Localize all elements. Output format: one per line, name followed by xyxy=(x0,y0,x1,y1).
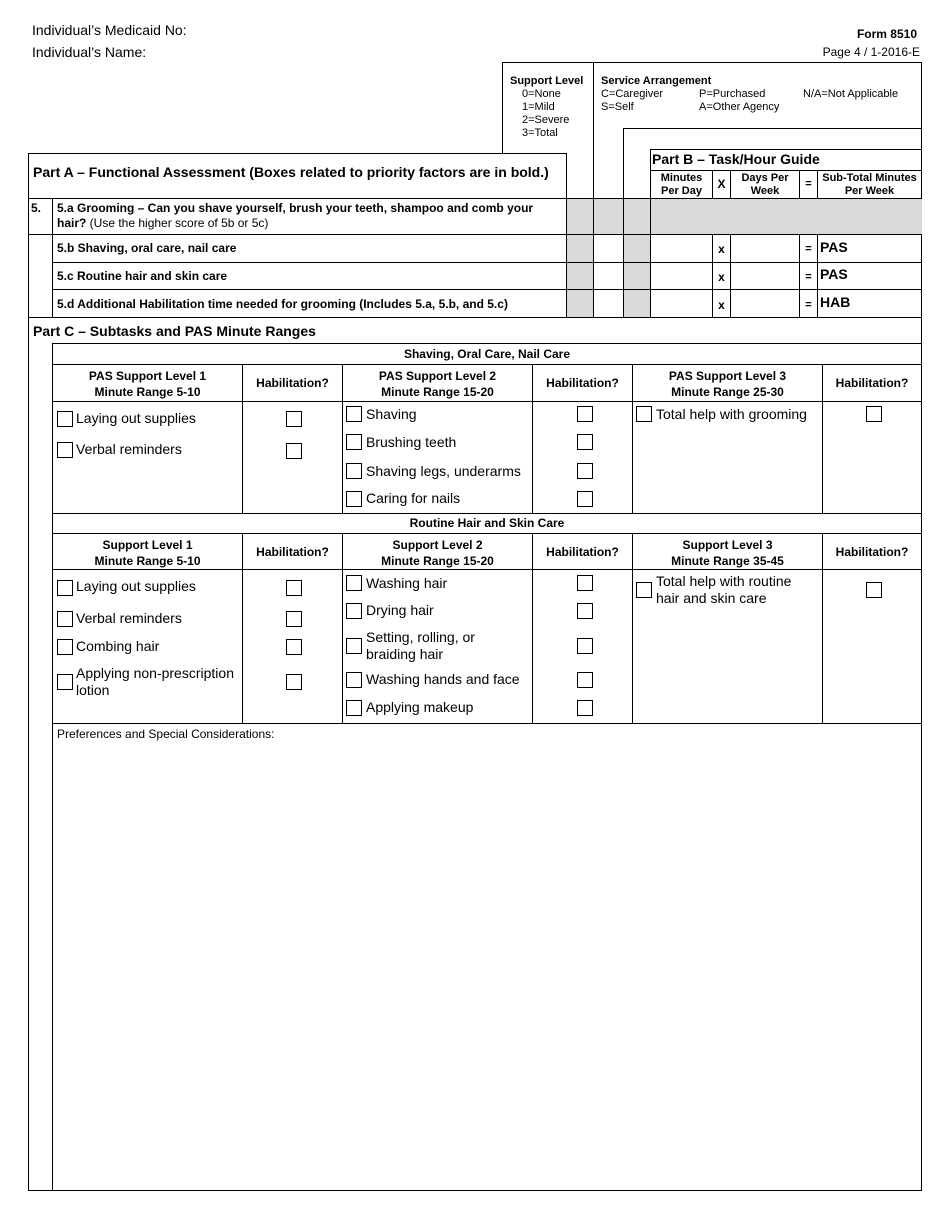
s1-l2-nails-label: Caring for nails xyxy=(366,490,461,506)
support-level-total: 3=Total xyxy=(522,127,558,139)
s1-l2-checkbox-shaving-legs[interactable] xyxy=(346,463,362,479)
s2-l1-checkbox-verbal[interactable] xyxy=(57,611,73,627)
s1-hab-header-2: Habilitation? xyxy=(546,376,619,390)
s1-l1-checkbox-laying-out[interactable] xyxy=(57,411,73,427)
question-5d: 5.d Additional Habilitation time needed for grooming (Includes 5.a, 5.b, and 5.c) xyxy=(57,297,508,311)
s2-hab-header-3: Habilitation? xyxy=(835,545,909,559)
preferences-label: Preferences and Special Considerations: xyxy=(57,727,275,741)
section-shaving-title: Shaving, Oral Care, Nail Care xyxy=(403,347,571,361)
s2-level3-header xyxy=(633,537,822,569)
service-arrangement-input-5b[interactable] xyxy=(594,235,623,262)
s1-hab-header-1: Habilitation? xyxy=(256,376,329,390)
s1-hab-checkbox-shaving-legs[interactable] xyxy=(577,463,593,479)
sa-not-applicable: N/A=Not Applicable xyxy=(803,88,899,100)
s1-level3-header-line1: PAS Support Level 3 xyxy=(668,369,787,383)
s2-l1-lotion-label: Applying non-prescription lotion xyxy=(76,665,234,698)
s1-l2-checkbox-brushing[interactable] xyxy=(346,434,362,450)
support-level-input-5b[interactable] xyxy=(567,235,593,262)
s2-hab-checkbox-total-help[interactable] xyxy=(866,582,882,598)
s2-hab-checkbox-combing[interactable] xyxy=(286,639,302,655)
s2-level1-header-line2: Minute Range 5-10 xyxy=(94,554,201,568)
s1-level3-header xyxy=(633,368,822,400)
row-5d-code: HAB xyxy=(820,294,851,310)
s2-level2-header-line1: Support Level 2 xyxy=(392,538,483,552)
col-x: X xyxy=(717,177,726,191)
individual-name-label: Individual’s Name: xyxy=(32,44,147,60)
sa-self: S=Self xyxy=(601,101,634,113)
s1-l1-checkbox-verbal[interactable] xyxy=(57,442,73,458)
row-5d-x: x xyxy=(718,298,725,312)
part-c-title: Part C – Subtasks and PAS Minute Ranges xyxy=(33,323,316,339)
s1-l1-laying-out-label: Laying out supplies xyxy=(76,410,196,426)
support-level-none: 0=None xyxy=(522,88,561,100)
row-5c-x: x xyxy=(718,270,725,284)
row-5b-x: x xyxy=(718,242,725,256)
question-5b: 5.b Shaving, oral care, nail care xyxy=(57,241,237,255)
s2-l2-checkbox-washing-hair[interactable] xyxy=(346,575,362,591)
service-arrangement-title: Service Arrangement xyxy=(601,75,712,87)
s2-hab-checkbox-setting[interactable] xyxy=(577,638,593,654)
s2-l1-combing-label: Combing hair xyxy=(76,638,160,654)
s2-l3-total-help-label: Total help with routine hair and skin care xyxy=(656,573,792,606)
service-arrangement-legend xyxy=(601,75,711,88)
row-5b-eq: = xyxy=(805,243,812,255)
s1-level3-header-line2: Minute Range 25-30 xyxy=(671,385,784,399)
support-level-mild: 1=Mild xyxy=(522,101,555,113)
question-5c: 5.c Routine hair and skin care xyxy=(57,269,228,283)
col-equals: = xyxy=(805,178,812,190)
part-a-title: Part A – Functional Assessment (Boxes related to priority factors are in bold.) xyxy=(33,164,549,180)
minutes-per-day-input-5b[interactable] xyxy=(651,235,712,262)
page-info: Page 4 / 1-2016-E xyxy=(822,45,920,59)
s2-hab-checkbox-drying-hair[interactable] xyxy=(577,603,593,619)
s1-l3-checkbox-total-grooming[interactable] xyxy=(636,406,652,422)
s1-level2-header-line1: PAS Support Level 2 xyxy=(378,369,497,383)
s2-l2-washing-hair-label: Washing hair xyxy=(366,575,448,591)
question-5a xyxy=(57,201,562,231)
s1-level2-header-line2: Minute Range 15-20 xyxy=(381,385,494,399)
s2-l1-checkbox-combing[interactable] xyxy=(57,639,73,655)
s2-hab-checkbox-lotion[interactable] xyxy=(286,674,302,690)
s2-l2-setting-label: Setting, rolling, or braiding hair xyxy=(366,629,475,662)
s2-hab-checkbox-washing-hands[interactable] xyxy=(577,672,593,688)
s1-l2-checkbox-nails[interactable] xyxy=(346,491,362,507)
support-level-title: Support Level xyxy=(510,75,584,87)
s1-l1-verbal-label: Verbal reminders xyxy=(76,441,182,457)
support-level-severe: 2=Severe xyxy=(522,114,570,126)
s2-l2-checkbox-washing-hands[interactable] xyxy=(346,672,362,688)
item-number: 5. xyxy=(31,201,42,215)
s2-l2-drying-hair-label: Drying hair xyxy=(366,602,434,618)
s1-level1-header-line2: Minute Range 5-10 xyxy=(94,385,201,399)
s1-hab-checkbox-total-grooming[interactable] xyxy=(866,406,882,422)
s2-l2-washing-hands-label: Washing hands and face xyxy=(366,671,520,687)
s1-hab-checkbox-shaving[interactable] xyxy=(577,406,593,422)
s2-hab-checkbox-verbal[interactable] xyxy=(286,611,302,627)
support-level-legend xyxy=(510,75,583,140)
medicaid-number-label: Individual’s Medicaid No: xyxy=(32,22,187,38)
s2-l2-checkbox-drying-hair[interactable] xyxy=(346,603,362,619)
row-5b-code: PAS xyxy=(820,239,848,255)
s2-l1-checkbox-laying-out[interactable] xyxy=(57,580,73,596)
form-number: Form 8510 xyxy=(856,27,917,41)
s1-hab-checkbox-brushing[interactable] xyxy=(577,434,593,450)
s1-l2-checkbox-shaving[interactable] xyxy=(346,406,362,422)
row-5c-eq: = xyxy=(805,271,812,283)
s1-hab-checkbox-verbal[interactable] xyxy=(286,443,302,459)
row-5c-code: PAS xyxy=(820,266,848,282)
s2-level3-header-line2: Minute Range 35-45 xyxy=(671,554,784,568)
s2-level1-header-line1: Support Level 1 xyxy=(102,538,193,552)
sa-purchased: P=Purchased xyxy=(699,88,766,100)
col-minutes-per-day: Minutes Per Day xyxy=(660,172,703,197)
days-per-week-input-5c[interactable] xyxy=(731,263,799,289)
s1-l2-shaving-legs-label: Shaving legs, underarms xyxy=(366,463,521,479)
s2-l1-laying-out-label: Laying out supplies xyxy=(76,578,196,594)
s1-l2-shaving-label: Shaving xyxy=(366,406,417,422)
s2-l2-checkbox-setting[interactable] xyxy=(346,638,362,654)
preferences-text-area[interactable] xyxy=(53,744,921,1189)
s2-l1-checkbox-lotion[interactable] xyxy=(57,674,73,690)
question-5a-note: (Use the higher score of 5b or 5c) xyxy=(86,216,269,230)
s2-level3-header-line1: Support Level 3 xyxy=(682,538,773,552)
s2-hab-header-2: Habilitation? xyxy=(546,545,619,559)
s2-hab-header-1: Habilitation? xyxy=(256,545,329,559)
s1-hab-header-3: Habilitation? xyxy=(835,376,909,390)
sa-other-agency: A=Other Agency xyxy=(699,101,780,113)
s2-l1-verbal-label: Verbal reminders xyxy=(76,610,182,626)
s2-hab-checkbox-washing-hair[interactable] xyxy=(577,575,593,591)
s1-level1-header xyxy=(53,368,242,400)
row-5d-eq: = xyxy=(805,299,812,311)
s2-level1-header xyxy=(53,537,242,569)
s1-l3-total-grooming-label: Total help with grooming xyxy=(656,406,807,422)
minutes-per-day-input-5c[interactable] xyxy=(651,263,712,289)
s1-hab-checkbox-laying-out[interactable] xyxy=(286,411,302,427)
question-5a-text: 5.a Grooming – Can you shave yourself, brush your teeth, shampoo and comb your hair? xyxy=(57,201,534,230)
s1-l2-brushing-label: Brushing teeth xyxy=(366,434,457,450)
part-b-title: Part B – Task/Hour Guide xyxy=(652,151,820,167)
s2-l2-makeup-label: Applying makeup xyxy=(366,699,474,715)
days-per-week-input-5b[interactable] xyxy=(731,235,799,262)
col-subtotal-minutes: Sub-Total Minutes Per Week xyxy=(822,172,917,197)
s1-level1-header-line1: PAS Support Level 1 xyxy=(88,369,207,383)
sa-caregiver: C=Caregiver xyxy=(601,88,664,100)
s2-level2-header xyxy=(343,537,532,569)
s2-l3-checkbox-total-help[interactable] xyxy=(636,582,652,598)
s2-hab-checkbox-laying-out[interactable] xyxy=(286,580,302,596)
s2-l2-checkbox-makeup[interactable] xyxy=(346,700,362,716)
s1-hab-checkbox-nails[interactable] xyxy=(577,491,593,507)
days-per-week-input-5d[interactable] xyxy=(731,290,799,317)
section-hair-skin-title: Routine Hair and Skin Care xyxy=(409,516,565,530)
col-days-per-week: Days Per Week xyxy=(741,172,789,197)
s2-hab-checkbox-makeup[interactable] xyxy=(577,700,593,716)
s1-level2-header xyxy=(343,368,532,400)
minutes-per-day-input-5d[interactable] xyxy=(651,290,712,317)
s2-level2-header-line2: Minute Range 15-20 xyxy=(381,554,494,568)
